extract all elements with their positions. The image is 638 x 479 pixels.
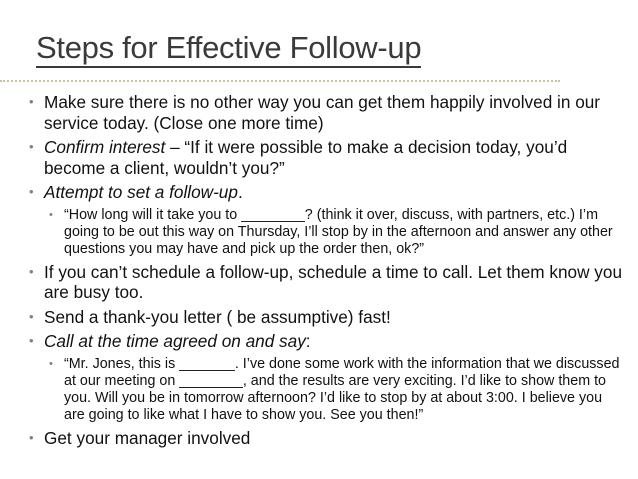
sub-bullet-item [24,207,624,258]
title-divider [0,80,560,82]
bullet-icon: • [29,308,34,324]
bullet-item [24,331,624,352]
bullet-text: Make sure there is no other way you can get them happily involved in our service today. (Close one more time) [44,92,601,133]
bullet-emphasis: Call at the time agreed on and say [44,331,306,351]
bullet-list [24,92,624,452]
bullet-emphasis: Confirm interest [44,137,166,157]
bullet-text: . [237,182,243,202]
bullet-text: Send a thank-you letter ( be assumptive) fast! [44,306,391,327]
bullet-icon: • [29,184,34,199]
bullet-item [24,428,624,449]
bullet-item [24,262,624,303]
bullet-text: Get your manager involved [44,427,251,448]
bullet-icon: • [29,333,34,348]
bullet-item [24,307,624,328]
bullet-item [24,182,624,203]
bullet-icon: • [29,263,34,279]
bullet-text: If you can’t schedule a follow-up, schedule a time to call. Let them know you are busy too. [44,261,623,302]
bullet-item [24,92,624,133]
bullet-icon: • [49,208,53,221]
bullet-emphasis: Attempt to set a follow-up [44,182,238,202]
sub-bullet-text: “Mr. Jones, this is _______. I’ve done some work with the information that we discussed at our meeting on ________, and the results are very exciting. I’d like to show them to you. Will you be in tomorrow afternoon? I’d like to stop by at about 3:00. I believe you are going to like what I have to show you. See you then!” [64,355,620,423]
bullet-icon: • [29,94,34,109]
sub-bullet-item [24,356,624,424]
slide-title [36,30,421,68]
bullet-icon: • [29,139,34,154]
sub-bullet-text: “How long will it take you to ________? (think it over, discuss, with partners, etc.) I’m going to be out this way on Thursday, I’ll stop by in the afternoon and answer any other questions you may have and pick up the order then, ok?” [64,206,613,257]
bullet-item [24,137,624,178]
bullet-text: : [305,331,311,351]
slide-title-text: Steps for Effective Follow-up [36,30,422,65]
bullet-icon: • [29,429,34,445]
title-underline [36,66,421,68]
bullet-icon: • [49,357,53,370]
bullet-text: – “If it were possible to make a decision today, you’d become a client, wouldn’t you?” [44,137,568,178]
